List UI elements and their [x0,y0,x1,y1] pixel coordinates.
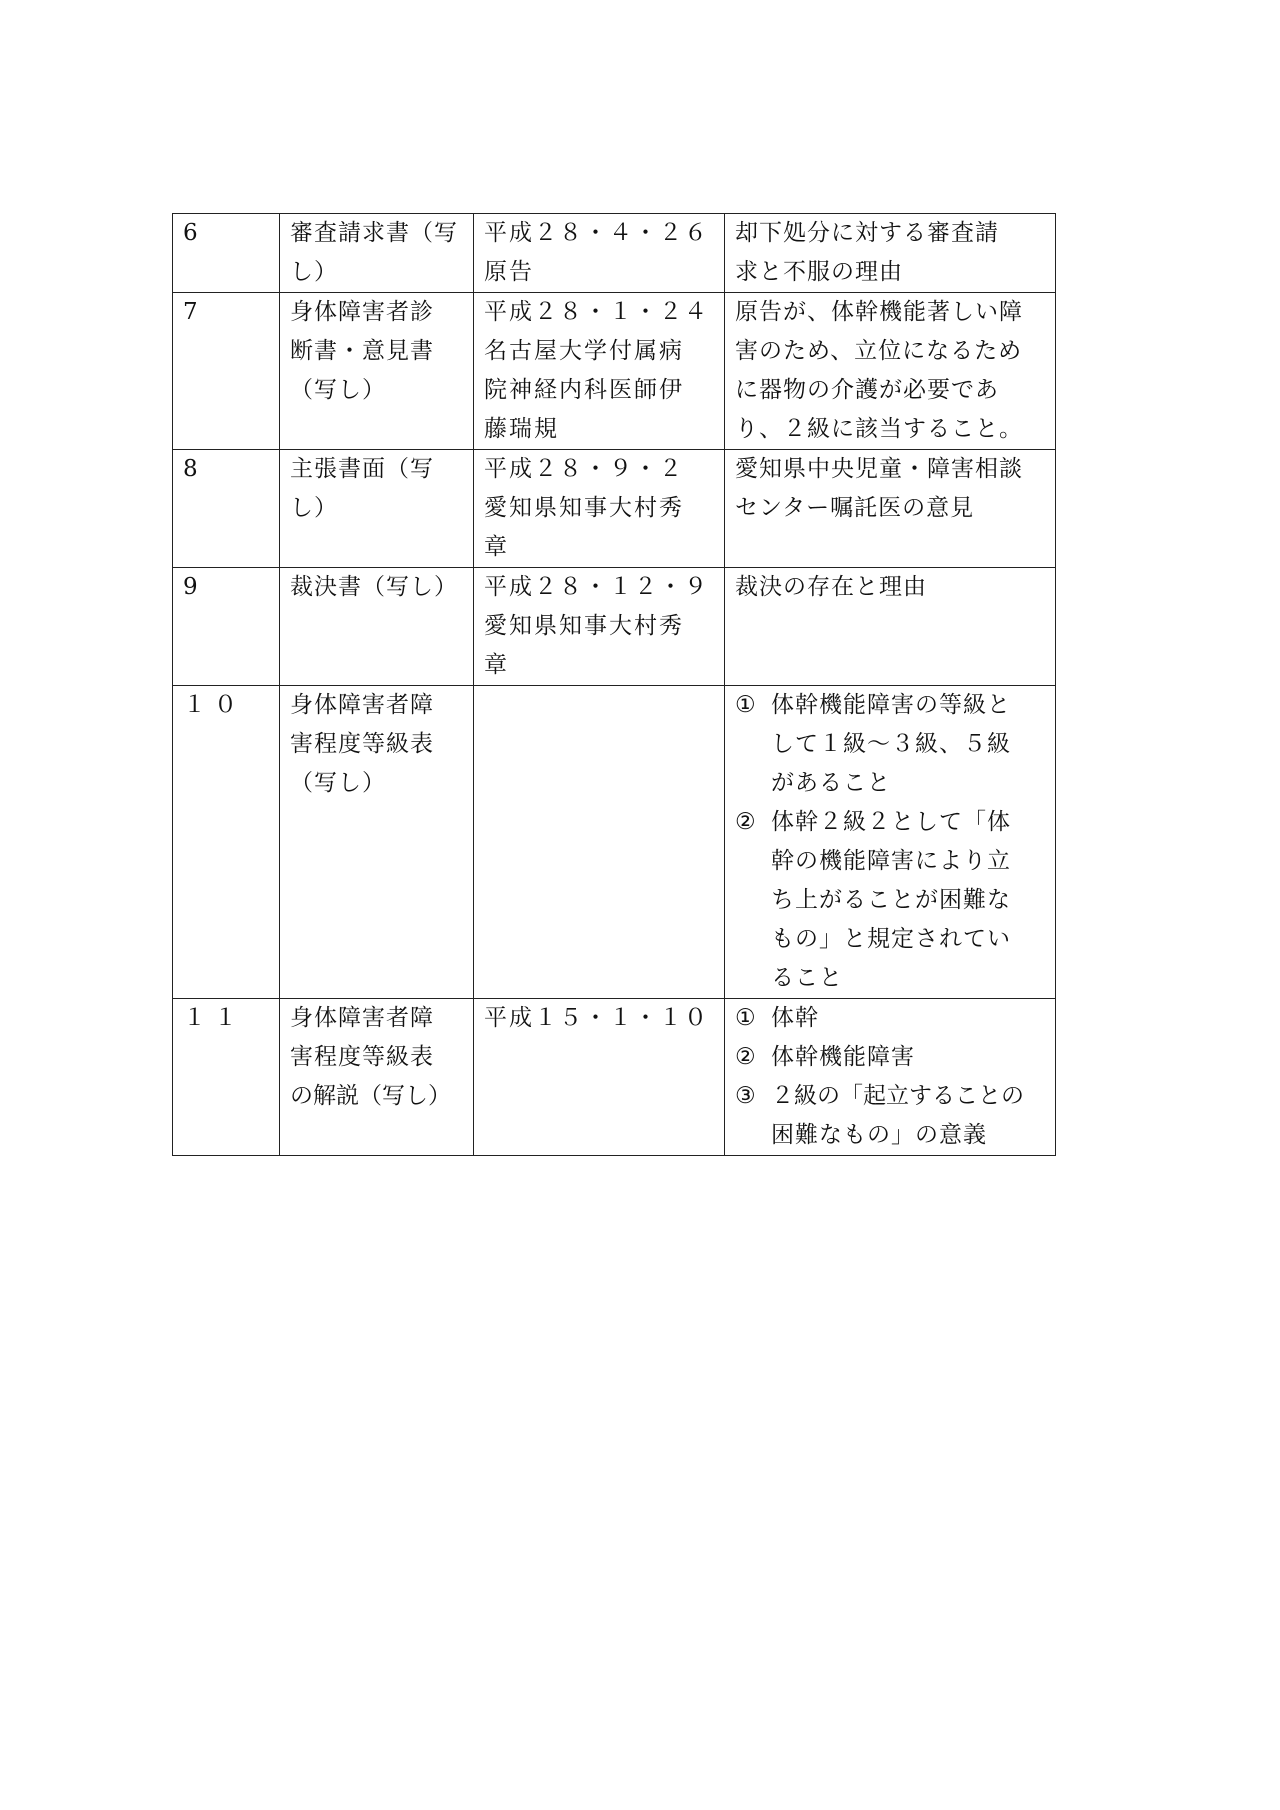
evidence-number-cell [173,686,280,999]
evidence-date-author-cell [474,214,725,293]
list-item-line: ること [771,965,843,991]
evidence-title-line: し） [290,495,338,521]
list-item-text [771,1038,1047,1077]
evidence-title-cell [280,686,474,999]
numbered-list-item [735,686,1047,803]
evidence-title-line: 身体障害者診 [290,299,434,325]
list-item-text [771,803,1047,998]
evidence-number-cell [173,568,280,686]
evidence-date-line: 平成２８・９・２ [484,456,684,482]
evidence-number: 7 [183,299,198,325]
evidence-purpose-line: 原告が、体幹機能著しい障 [735,299,1023,325]
list-item-line: ２級の「起立することの [771,1083,1024,1109]
evidence-title-line: し） [290,259,338,285]
list-item-line: があること [771,770,891,796]
evidence-number-cell [173,999,280,1156]
evidence-date-author-cell [474,450,725,568]
list-marker: ② [735,1044,756,1070]
evidence-date-author-cell [474,293,725,450]
evidence-author-line: 愛知県知事大村秀 [484,495,684,521]
evidence-title-line: の解説（写し） [290,1083,451,1109]
evidence-title-line: 害程度等級表 [290,731,434,757]
evidence-title-line: 裁決書（写し） [290,574,458,600]
list-item-line: 体幹機能障害の等級と [771,692,1011,718]
evidence-title-line: （写し） [290,770,386,796]
evidence-date-line: 平成２８・１・２４ [484,299,709,325]
evidence-purpose-line: 裁決の存在と理由 [735,574,927,600]
evidence-title-cell [280,450,474,568]
evidence-number: 6 [183,220,198,246]
evidence-title-line: 主張書面（写 [290,456,434,482]
evidence-number: 8 [183,456,198,482]
evidence-title-line: （写し） [290,377,386,403]
evidence-title-cell [280,214,474,293]
evidence-author-line: 原告 [484,259,534,285]
evidence-title-line: 身体障害者障 [290,692,434,718]
evidence-author-line: 名古屋大学付属病 [484,338,684,364]
evidence-number: １０ [183,692,245,718]
evidence-number-cell [173,214,280,293]
evidence-table [172,213,1056,1156]
table-row [173,568,1056,686]
list-item-text [771,686,1047,803]
table-row [173,214,1056,293]
evidence-title-cell [280,293,474,450]
evidence-date-line: 平成１５・１・１０ [484,1005,709,1031]
evidence-purpose-line: センター嘱託医の意見 [735,495,975,521]
list-item-text [771,999,1047,1038]
evidence-date-author-cell [474,568,725,686]
table-row [173,293,1056,450]
evidence-title-line: 審査請求書（写 [290,220,458,246]
numbered-list-item [735,1038,1047,1077]
evidence-author-line: 院神経内科医師伊 [484,377,684,403]
list-marker: ② [735,809,756,835]
table-row [173,450,1056,568]
list-item-line: して１級～３級、５級 [771,731,1011,757]
evidence-number-cell [173,293,280,450]
numbered-list-item [735,803,1047,998]
evidence-purpose-line: に器物の介護が必要であ [735,377,999,403]
list-item-text [771,1077,1047,1155]
evidence-date-author-cell [474,999,725,1156]
evidence-purpose-line: 求と不服の理由 [735,259,903,285]
evidence-purpose-cell [725,450,1056,568]
evidence-purpose-cell [725,999,1056,1156]
evidence-purpose-line: 却下処分に対する審査請 [735,220,999,246]
evidence-date-line: 平成２８・４・２６ [484,220,709,246]
evidence-title-line: 断書・意見書 [290,338,434,364]
list-item-line: 体幹２級２として「体 [771,809,1011,835]
list-marker: ① [735,1005,756,1031]
evidence-purpose-cell [725,568,1056,686]
evidence-title-cell [280,999,474,1156]
list-marker: ① [735,692,756,718]
evidence-purpose-line: 害のため、立位になるため [735,338,1023,364]
evidence-purpose-cell [725,293,1056,450]
evidence-author-line: 章 [484,652,509,678]
evidence-date-author-cell [474,686,725,999]
list-item-line: もの」と規定されてい [771,926,1011,952]
evidence-number-cell [173,450,280,568]
evidence-purpose-line: り、２級に該当すること。 [735,416,1023,442]
table-row [173,686,1056,999]
evidence-author-line: 藤瑞規 [484,416,559,442]
numbered-list-item [735,1077,1047,1155]
evidence-date-line: 平成２８・１２・９ [484,574,709,600]
numbered-list-item [735,999,1047,1038]
evidence-purpose-cell [725,214,1056,293]
evidence-title-line: 身体障害者障 [290,1005,434,1031]
list-marker: ③ [735,1083,756,1109]
table-row [173,999,1056,1156]
list-item-line: 体幹機能障害 [771,1044,915,1070]
evidence-author-line: 章 [484,534,509,560]
evidence-purpose-line: 愛知県中央児童・障害相談 [735,456,1023,482]
evidence-number: １１ [183,1005,245,1031]
list-item-line: 幹の機能障害により立 [771,848,1011,874]
evidence-purpose-cell [725,686,1056,999]
list-item-line: 困難なもの」の意義 [771,1122,987,1148]
evidence-title-line: 害程度等級表 [290,1044,434,1070]
evidence-author-line: 愛知県知事大村秀 [484,613,684,639]
evidence-number: 9 [183,574,198,600]
list-item-line: ち上がることが困難な [771,887,1011,913]
evidence-title-cell [280,568,474,686]
list-item-line: 体幹 [771,1005,819,1031]
